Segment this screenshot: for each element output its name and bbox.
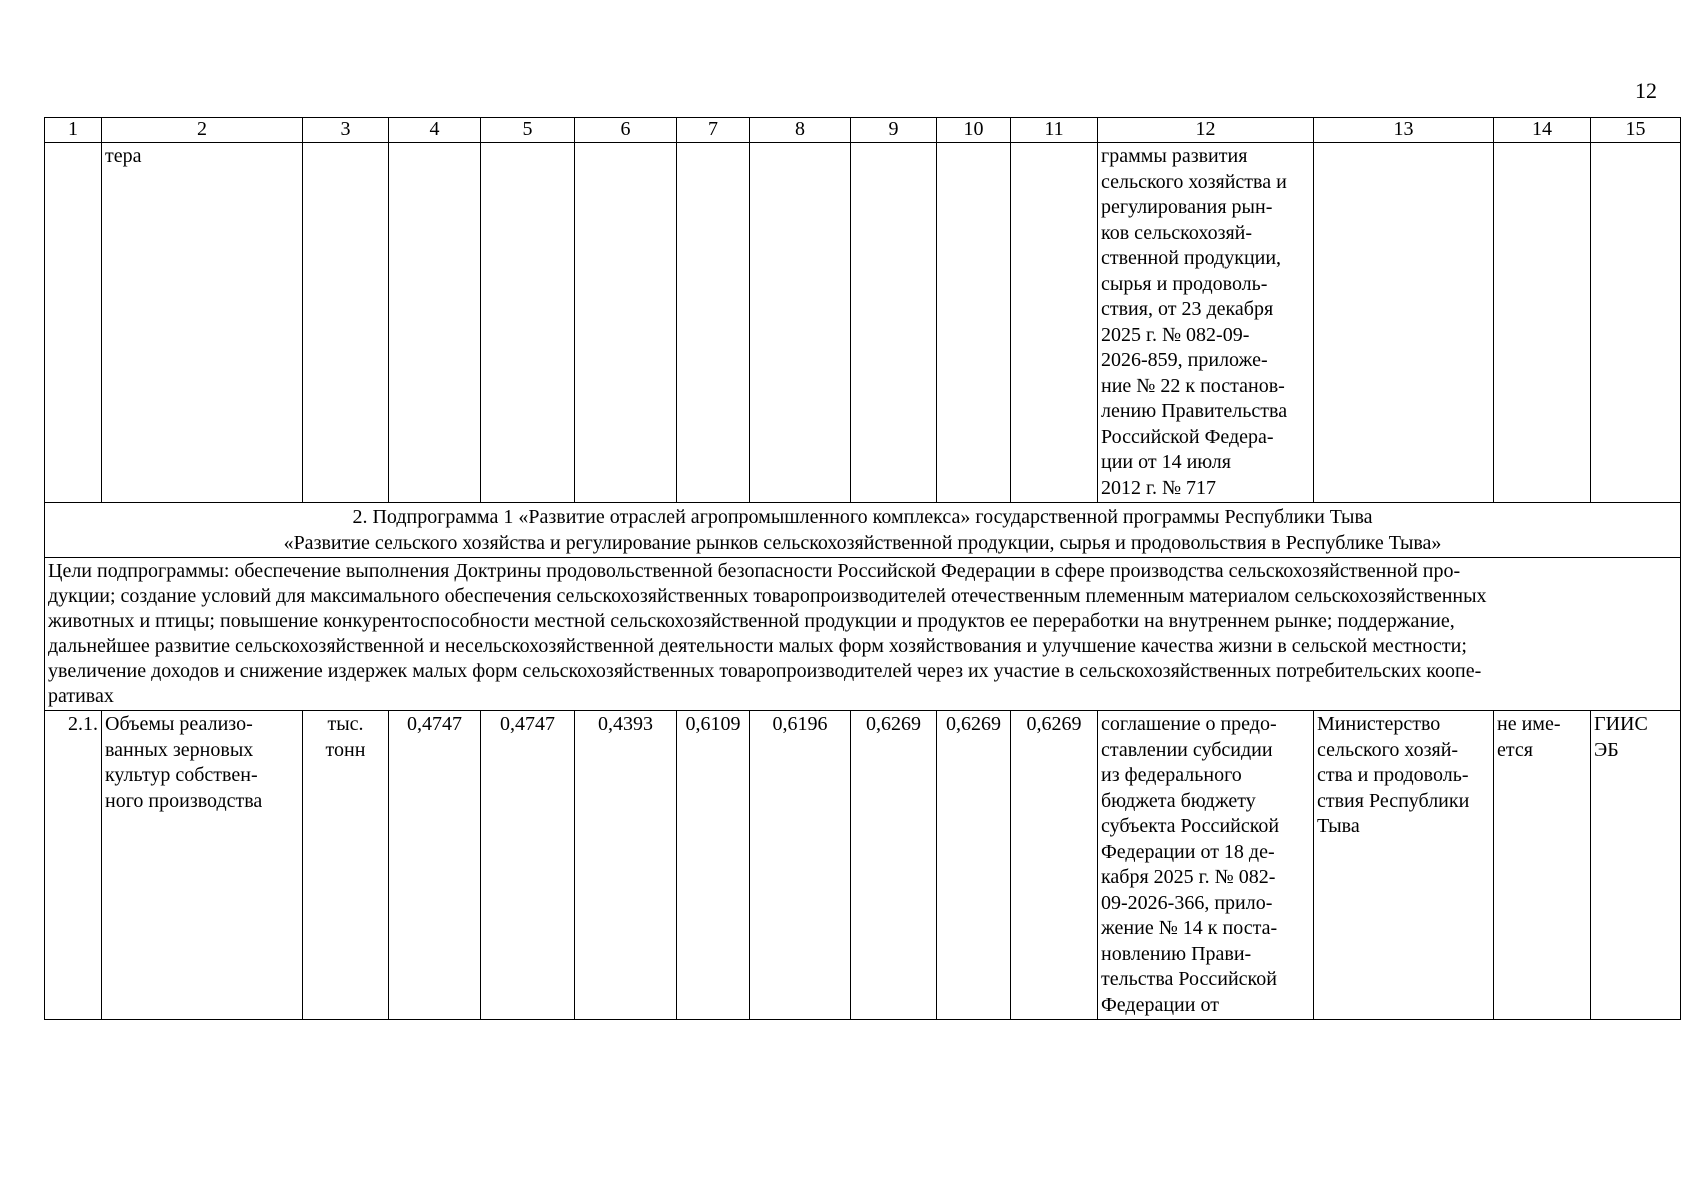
goals-row (45, 558, 1681, 711)
header-cell: 3 (303, 118, 389, 143)
header-row (45, 118, 1681, 143)
text-line: ставлении субсидии (1101, 738, 1273, 761)
text-line: дальнейшее развитие сельскохозяйственной и несельскохозяйственной деятельности малых форм хозяйствования и улучшение качества жизни в сельской местности; (48, 635, 1467, 657)
value-cell: 0,4747 (389, 711, 481, 1020)
text-line: регулирования рын- (1101, 196, 1273, 218)
header-cell: 4 (389, 118, 481, 143)
text-line: из федерального (1101, 764, 1242, 786)
text-line: 09-2026-366, прило- (1101, 891, 1273, 914)
header-cell: 6 (575, 118, 677, 143)
text-line: ции от 14 июля (1101, 451, 1231, 473)
table-cell (1591, 143, 1681, 503)
text-line: не име- (1497, 713, 1561, 735)
text-line: ванных зерновых (105, 738, 254, 761)
section-heading (45, 503, 1681, 558)
section-heading-row (45, 503, 1681, 558)
header-cell: 7 (677, 118, 750, 143)
table-cell (303, 143, 389, 503)
header-cell: 9 (851, 118, 937, 143)
table-cell (389, 143, 481, 503)
text-line: Министерство (1317, 713, 1441, 735)
header-cell: 11 (1011, 118, 1098, 143)
text-line: Федерации от (1101, 993, 1219, 1016)
text-line: ства и продоволь- (1317, 764, 1469, 786)
section-title-line: «Развитие сельского хозяйства и регулирование рынков сельскохозяйственной продукции, сырья и продовольствия в Республике Тыва» (283, 532, 1442, 554)
table-cell (750, 143, 851, 503)
text-line: бюджета бюджету (1101, 789, 1256, 812)
indicators-table (44, 117, 1681, 1020)
section-title-line: 2. Подпрограмма 1 «Развитие отраслей агропромышленного комплекса» государственной программы Республики Тыва (352, 506, 1373, 528)
header-cell: 13 (1314, 118, 1494, 143)
text-line: лению Правительства (1101, 400, 1288, 422)
text-line: культур собствен- (105, 764, 258, 786)
table-cell (937, 143, 1011, 503)
text-line: Цели подпрограммы: обеспечение выполнения Доктрины продовольственной безопасности Российской Федерации в сфере производства сельскохозяйственной про- (48, 560, 1461, 582)
value-cell: 0,6269 (937, 711, 1011, 1020)
table-cell (851, 143, 937, 503)
value-cell: 0,6269 (851, 711, 937, 1020)
text-line: ется (1497, 738, 1533, 761)
text-line: тыс. (327, 713, 364, 735)
header-cell: 15 (1591, 118, 1681, 143)
header-cell: 1 (45, 118, 102, 143)
text-line: новлению Прави- (1101, 942, 1252, 965)
text-line: сельского хозяй- (1317, 738, 1459, 761)
value-cell: 0,6196 (750, 711, 851, 1020)
text-line: увеличение доходов и снижение издержек малых форм сельскохозяйственных товаропроизводителей через их участие в сельскохозяйственных потребительских коопе- (48, 660, 1482, 682)
value-cell: 0,4747 (481, 711, 575, 1020)
table-cell (1314, 143, 1494, 503)
text-line: дукции; создание условий для максимального обеспечения сельскохозяйственных товаропроизводителей отечественным племенным материалом сельскохозяйственных (48, 585, 1487, 607)
text-line: 2025 г. № 082-09- (1101, 323, 1250, 346)
text-line: 2012 г. № 717 (1101, 476, 1217, 499)
indicator-name (102, 711, 303, 1020)
text-line: Тыва (1317, 815, 1360, 837)
text-line: ственной продукции, (1101, 247, 1282, 269)
text-line: сырья и продоволь- (1101, 272, 1268, 295)
text-line: Российской Федера- (1101, 425, 1274, 448)
text-line: ков сельскохозяй- (1101, 221, 1253, 244)
text-line: ного производства (105, 789, 263, 812)
value-cell: 0,4393 (575, 711, 677, 1020)
text-line: граммы развития (1101, 145, 1248, 167)
legal-basis-cell (1098, 711, 1314, 1020)
info-system-cell (1591, 711, 1681, 1020)
subprogram-goals (45, 558, 1681, 711)
text-line: ГИИС (1594, 713, 1648, 735)
text-line: ративах (48, 685, 114, 707)
header-cell: 2 (102, 118, 303, 143)
text-line: животных и птицы; повышение конкурентоспособности местной сельскохозяйственной продукции и продуктов ее переработки на внутреннем рынке; поддержание, (48, 610, 1455, 632)
table-cell (677, 143, 750, 503)
legal-basis-cell (1098, 143, 1314, 503)
text-line: ствия, от 23 декабря (1101, 298, 1274, 320)
table-row (45, 711, 1681, 1020)
text-line: 2026-859, приложе- (1101, 349, 1268, 371)
header-cell: 12 (1098, 118, 1314, 143)
text-line: ЭБ (1594, 738, 1619, 761)
text-line: кабря 2025 г. № 082- (1101, 866, 1276, 888)
text-line: Федерации от 18 де- (1101, 840, 1275, 863)
table-cell (45, 143, 102, 503)
table-row (45, 143, 1681, 503)
text-line: тонн (325, 738, 366, 761)
table-cell (575, 143, 677, 503)
text-line: жение № 14 к поста- (1101, 917, 1278, 939)
value-cell: 0,6109 (677, 711, 750, 1020)
text-line: Объемы реализо- (105, 713, 253, 735)
header-cell: 8 (750, 118, 851, 143)
header-cell: 10 (937, 118, 1011, 143)
text-line: соглашение о предо- (1101, 713, 1277, 735)
table-cell (481, 143, 575, 503)
text-line: ствия Республики (1317, 789, 1470, 812)
table-cell (1011, 143, 1098, 503)
text-line: сельского хозяйства и (1101, 170, 1287, 193)
table-cell (1494, 143, 1591, 503)
responsible-cell (1314, 711, 1494, 1020)
table-cell (1494, 711, 1591, 1020)
value-cell: 0,6269 (1011, 711, 1098, 1020)
text-line: субъекта Российской (1101, 815, 1280, 837)
table-cell: тера (102, 143, 303, 503)
page-number: 12 (1635, 78, 1657, 103)
row-number: 2.1. (45, 711, 102, 1020)
header-cell: 5 (481, 118, 575, 143)
header-cell: 14 (1494, 118, 1591, 143)
unit-cell (303, 711, 389, 1020)
text-line: ние № 22 к постанов- (1101, 374, 1285, 397)
text-line: тельства Российской (1101, 968, 1277, 990)
